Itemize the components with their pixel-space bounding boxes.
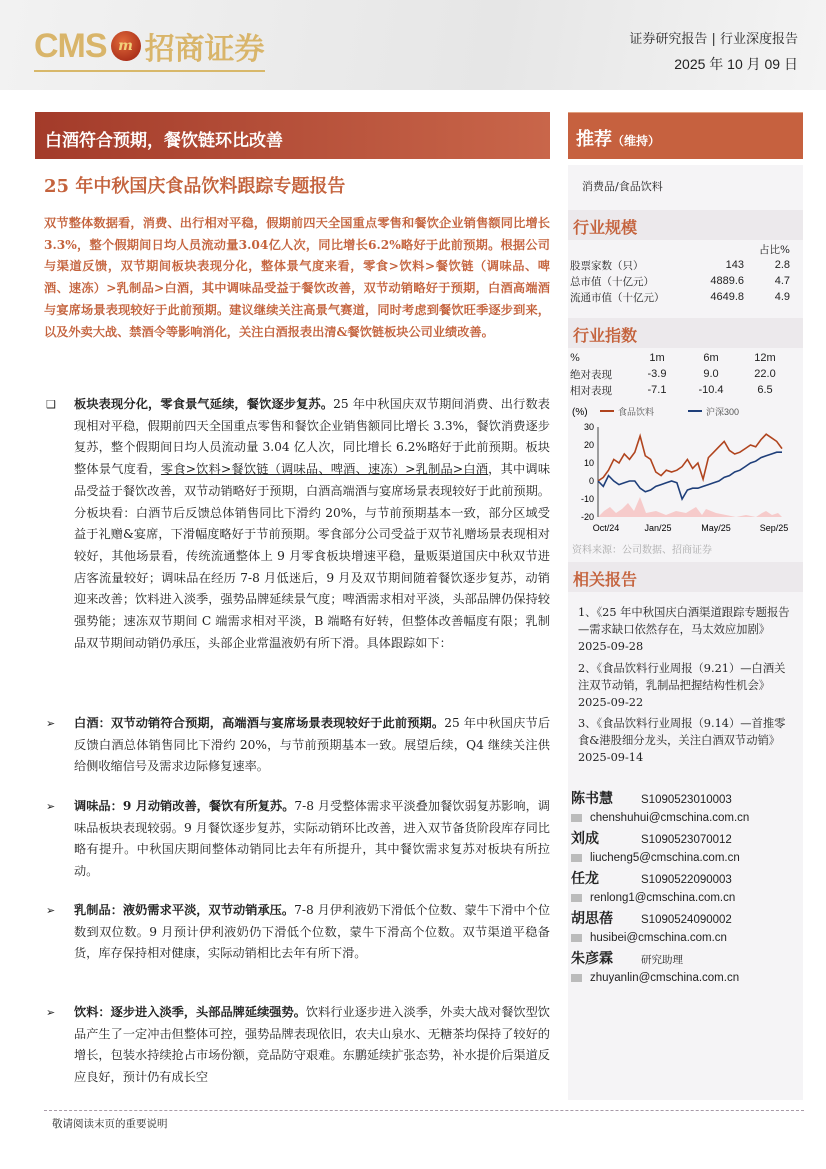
volume-area: [598, 497, 782, 517]
analyst: [571, 788, 801, 808]
cell: -10.4: [698, 384, 724, 396]
report-type: 证券研究报告 | 行业深度报告: [629, 32, 798, 47]
index-chart: [566, 403, 806, 559]
y-tick-label: 30: [583, 422, 594, 432]
chart-source: 资料来源：公司数据、招商证券: [572, 545, 712, 556]
analyst-name: 刘成: [571, 831, 599, 847]
section-title: 板块表现分化，零食景气延续，餐饮逐步复苏。: [74, 397, 334, 411]
section-overview: [44, 394, 550, 654]
analyst: [571, 948, 801, 968]
section-beverage: [44, 1002, 550, 1089]
analyst: [571, 908, 801, 928]
y-tick-label: 20: [583, 440, 594, 450]
row-label: 股票家数（只）: [570, 259, 644, 272]
arrow-bullet-icon: ➢: [46, 717, 56, 730]
section-text: 饮料行业逐步进入淡季，外卖大战对餐饮型饮品产生了一定冲击但整体可控，强势品牌表现依旧，农夫山泉水、无糖茶均保持了较好的增长，包装水持续抢占市场份额，竞品防守艰难。东鹏延续扩张态势，补水提价后渠道反应良好，预计仍有成长空: [74, 1005, 550, 1085]
section-title: 调味品：9 月动销改善，餐饮有所复苏。: [74, 799, 295, 813]
cell: -7.1: [647, 384, 667, 396]
rating-label: 推荐: [576, 129, 612, 150]
section-title: 饮料：逐步进入淡季，头部品牌延续强势。: [74, 1005, 306, 1019]
analyst-id: S1090524090002: [641, 914, 732, 926]
section-title: 白酒：双节动销符合预期，高端酒与宴席场景表现较好于此前预期。: [74, 716, 445, 730]
analyst-name: 朱彦霖: [571, 951, 613, 967]
cell: 4.7: [774, 275, 790, 287]
section-dairy: [44, 900, 550, 965]
cell: 4889.6: [710, 275, 744, 287]
section-text: 7-8 月伊利液奶下滑低个位数、蒙牛下滑中个位数到双位数。9 月预计伊利液奶仍下滑低个位数，蒙牛下滑高个位数。双节渠道平稳备货，库存保持相对健康，实际动销相比去年有所下滑。: [74, 903, 551, 961]
mail-icon: [571, 854, 582, 862]
x-tick-label: Oct/24: [592, 523, 620, 533]
related-reports-heading: 相关报告: [568, 562, 803, 592]
arrow-bullet-icon: ➢: [46, 1006, 56, 1019]
table-row: [570, 289, 790, 305]
mail-icon: [571, 894, 582, 902]
cell: 4.9: [774, 291, 790, 303]
analyst: [571, 828, 801, 848]
section-condiments: [44, 796, 550, 883]
section-text: ，其中调味品受益于餐饮改善，双节动销略好于预期，白酒高端酒与宴席场景表现较好于此前预期。分板块看：白酒节后反馈总体销售同比下滑约 20%，与节前预期基本一致，部分区域受益于礼赠&宴席，下滑幅度略好于节前预期。零食部分公司受益于双节礼赠场景表现相对较好，其他场景看，传统流通整体上 9 月零食板块增速平稳，量贩渠道国庆中秋双节进店客流量较好；调味品在经历 7-8 月低迷后，9 月及双节期间随着餐饮逐步复苏，动销迎来改善；饮料进入淡季，强势品牌延续景气度；啤酒需求相对平淡，头部品牌仍保持较强势能；速冻双节期间 C 端需求相对平淡，B 端略有好转，但整体改善幅度有限；乳制品双节期间动销仍承压，头部企业常温液奶有所下滑。具体跟踪如下：: [74, 462, 551, 650]
y-tick-label: -10: [580, 494, 594, 504]
table-row: [570, 366, 790, 382]
cell: 4649.8: [710, 291, 744, 303]
summary-paragraph: 双节整体数据看，消费、出行相对平稳，假期前四天全国重点零售和餐饮企业销售额同比增长3.3%，整个假期间日均人员流动量3.04亿人次，同比增长6.2%略好于此前预期。根据公司与渠道反馈，双节期间板块表现分化，整体景气度来看，零食>饮料>餐饮链（调味品、啤酒、速冻）>乳制品>白酒，其中调味品受益于餐饮改善，双节动销略好于预期，白酒高端酒与宴席场景表现较好于此前预期。建议继续关注高景气赛道，同时考虑到餐饮旺季逐步到来，以及外卖大战、禁酒令等影响消化，关注白酒报表出清&餐饮链板块公司业绩改善。: [44, 216, 550, 339]
legend-hs300: 沪深300: [706, 407, 740, 417]
analyst-list: [571, 788, 801, 988]
col-header: 1m: [649, 352, 665, 364]
series-line-hs300: [598, 452, 782, 499]
footer-note: 敬请阅读末页的重要说明: [52, 1118, 168, 1130]
sector-label: 消费品/食品饮料: [582, 180, 663, 193]
section-title: 乳制品：液奶需求平淡，双节动销承压。: [74, 903, 295, 917]
report-date: 2025 年 10 月 09 日: [674, 56, 798, 72]
report-title: 25 年中秋国庆食品饮料跟踪专题报告: [44, 176, 346, 197]
cell: 143: [725, 259, 744, 271]
cms-logo: CMS m 招商证券: [34, 24, 265, 72]
row-label: 流通市值（十亿元）: [570, 291, 665, 304]
col-header: 占比%: [759, 243, 790, 256]
analyst-email[interactable]: zhuyanlin@cmschina.com.cn: [590, 972, 740, 984]
checkbox-bullet-icon: ❑: [46, 398, 56, 411]
y-tick-label: 10: [583, 458, 594, 468]
x-tick-label: Jan/25: [644, 523, 672, 533]
cell: 6.5: [757, 384, 773, 396]
rating-sub: （维持）: [612, 134, 661, 148]
x-tick-label: May/25: [701, 523, 731, 533]
legend-food: 食品饮料: [618, 407, 655, 417]
analyst: [571, 868, 801, 888]
industry-index-table: [570, 350, 790, 398]
cell: 22.0: [754, 368, 776, 380]
mail-icon: [571, 814, 582, 822]
mail-icon: [571, 974, 582, 982]
series-line-food-beverage: [598, 434, 782, 481]
section-text: 7-8 月受整体需求平淡叠加餐饮弱复苏影响，调味品板块表现较弱。9 月餐饮逐步复苏，实际动销环比改善，进入双节备货阶段库存同比略有提升。中秋国庆期间整体动销同比去年有所提升，其中餐饮需求复苏对板块有所拉动。: [74, 799, 550, 879]
col-header: 12m: [754, 352, 776, 364]
arrow-bullet-icon: ➢: [46, 800, 56, 813]
y-tick-label: -20: [580, 512, 594, 522]
x-tick-label: Sep/25: [759, 523, 789, 533]
row-label: 总市值（十亿元）: [570, 275, 654, 288]
analyst-email[interactable]: chenshuhui@cmschina.com.cn: [590, 812, 750, 824]
table-row: [570, 273, 790, 289]
rating-badge: [568, 112, 803, 159]
related-report-item[interactable]: 2、《食品饮料行业周报（9.21）—白酒关注双节动销，乳制品把握结构性机会》2025-09-22: [578, 662, 786, 709]
section-text: 25 年中秋国庆双节期间消费、出行数表现相对平稳，假期前四天全国重点零售和餐饮企业销售额同比增长 3.3%，餐饮消费逐步复苏，整个假期间日均人员流动量 3.04 亿人次，同比增长 6.2%略好于此前预期。板块整体景气度看，: [74, 397, 550, 477]
table-row: [570, 382, 790, 398]
cell: -3.9: [647, 368, 667, 380]
related-report-item[interactable]: 3、《食品饮料行业周报（9.14）—首推零食&港股细分龙头，关注白酒双节动销》2025-09-14: [578, 717, 786, 764]
y-axis-label: (%): [572, 407, 588, 418]
arrow-bullet-icon: ➢: [46, 904, 56, 917]
analyst-email[interactable]: renlong1@cmschina.com.cn: [590, 892, 736, 904]
analyst-title: 研究助理: [641, 954, 683, 966]
y-tick-label: 0: [588, 476, 594, 486]
underlined-text: 零食>饮料>餐饮链（调味品、啤酒、速冻）>乳制品>白酒: [160, 462, 489, 477]
analyst-id: S1090523070012: [641, 834, 732, 846]
industry-index-heading: 行业指数: [568, 318, 803, 348]
page-header: [0, 0, 826, 90]
col-header: %: [570, 352, 580, 364]
section-text: 25 年中秋国庆节后反馈白酒总体销售同比下滑约 20%，与节前预期基本一致。展望后续，Q4 继续关注供给侧收缩信号及需求边际修复速率。: [74, 716, 551, 774]
analyst-name: 任龙: [571, 871, 599, 887]
analyst-email[interactable]: husibei@cmschina.com.cn: [590, 932, 727, 944]
cell: 2.8: [774, 259, 790, 271]
col-header: 6m: [703, 352, 719, 364]
section-baijiu: [44, 713, 550, 778]
industry-scale-table: [570, 241, 790, 305]
analyst-name: 陈书慧: [571, 791, 613, 807]
footer-divider: [44, 1110, 804, 1111]
headline: 白酒符合预期，餐饮链环比改善: [35, 112, 550, 159]
row-label: 相对表现: [570, 384, 612, 397]
row-label: 绝对表现: [570, 368, 612, 381]
related-report-item[interactable]: 1、《25 年中秋国庆白酒渠道跟踪专题报告—需求缺口依然存在，马太效应加剧》2025-09-28: [578, 606, 790, 653]
logo-emblem-icon: m: [111, 31, 141, 61]
industry-scale-heading: 行业规模: [568, 210, 803, 240]
analyst-id: S1090523010003: [641, 794, 732, 806]
mail-icon: [571, 934, 582, 942]
analyst-id: S1090522090003: [641, 874, 732, 886]
table-row: [570, 257, 790, 273]
cell: 9.0: [703, 368, 719, 380]
analyst-name: 胡思蓓: [571, 911, 613, 927]
analyst-email[interactable]: liucheng5@cmschina.com.cn: [590, 852, 740, 864]
